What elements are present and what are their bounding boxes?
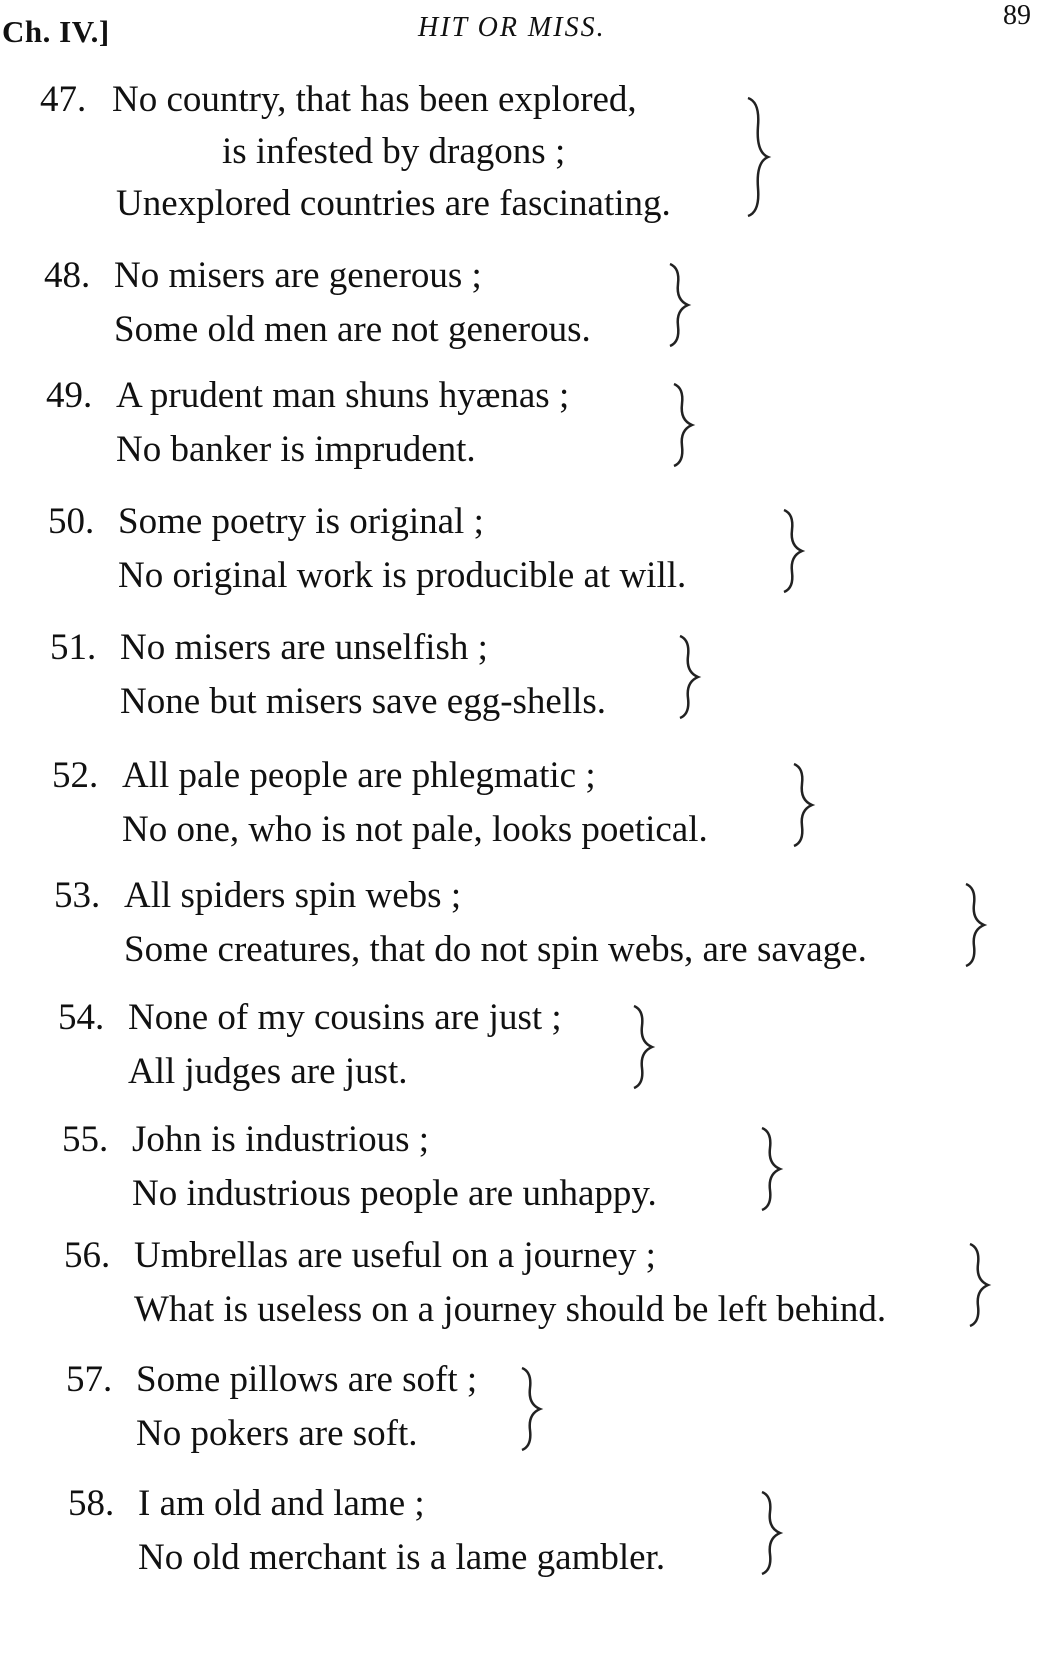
page-header: [0, 0, 1052, 50]
problem-57: [66, 1352, 606, 1462]
premise-line: None but misers save egg-shells.: [120, 681, 607, 722]
problem-number: 56.: [64, 1235, 111, 1276]
premise-line: No industrious people are unhappy.: [132, 1173, 657, 1214]
problem-number: 51.: [50, 627, 97, 668]
premise-line: All judges are just.: [128, 1051, 408, 1092]
premise-line: No old merchant is a lame gambler.: [138, 1537, 666, 1578]
brace-icon: [664, 262, 694, 348]
problem-56: [64, 1228, 1044, 1338]
chapter-label: Ch. IV.]: [2, 14, 110, 49]
brace-icon: [756, 1490, 786, 1576]
premise-line: No misers are generous ;: [114, 255, 482, 296]
brace-icon: [756, 1126, 786, 1212]
premise-line: Some old men are not generous.: [114, 309, 591, 350]
premise-line: No original work is producible at will.: [118, 555, 687, 596]
premise-line: No banker is imprudent.: [116, 429, 476, 470]
premise-line: No country, that has been explored,: [112, 79, 637, 120]
problem-47: [40, 72, 780, 232]
premise-line: Umbrellas are useful on a journey ;: [134, 1235, 656, 1276]
problem-number: 55.: [62, 1119, 109, 1160]
premise-line: No pokers are soft.: [136, 1413, 418, 1454]
problem-52: [52, 748, 852, 858]
page-number: 89: [1003, 0, 1031, 31]
brace-icon: [668, 382, 698, 468]
problem-number: 53.: [54, 875, 101, 916]
problem-number: 49.: [46, 375, 93, 416]
problem-number: 54.: [58, 997, 105, 1038]
premise-line: is infested by dragons ;: [222, 131, 566, 172]
brace-icon: [964, 1242, 994, 1328]
problem-48: [44, 248, 704, 358]
brace-icon: [516, 1366, 546, 1452]
premise-line: All pale people are phlegmatic ;: [122, 755, 596, 796]
brace-icon: [674, 634, 704, 720]
brace-icon: [960, 882, 990, 968]
problem-number: 47.: [40, 79, 87, 120]
problem-number: 52.: [52, 755, 99, 796]
problem-49: [46, 368, 706, 478]
premise-line: A prudent man shuns hyænas ;: [116, 375, 570, 416]
problem-55: [62, 1112, 822, 1222]
problem-53: [54, 868, 1044, 978]
problem-number: 50.: [48, 501, 95, 542]
premise-line: No one, who is not pale, looks poetical.: [122, 809, 708, 850]
premise-line: John is industrious ;: [132, 1119, 430, 1160]
premise-line: Some creatures, that do not spin webs, are savage.: [124, 929, 867, 970]
brace-icon: [628, 1004, 658, 1090]
problem-number: 57.: [66, 1359, 113, 1400]
premise-line: No misers are unselfish ;: [120, 627, 488, 668]
brace-icon: [788, 762, 818, 848]
problem-51: [50, 620, 730, 730]
problem-number: 58.: [68, 1483, 115, 1524]
premise-line: All spiders spin webs ;: [124, 875, 462, 916]
premise-line: What is useless on a journey should be left behind.: [134, 1289, 887, 1330]
premise-line: I am old and lame ;: [138, 1483, 425, 1524]
problem-54: [58, 990, 698, 1100]
problem-50: [48, 494, 828, 604]
premise-line: Some pillows are soft ;: [136, 1359, 478, 1400]
brace-icon: [778, 508, 808, 594]
premise-line: None of my cousins are just ;: [128, 997, 562, 1038]
problem-58: [68, 1476, 828, 1586]
problem-number: 48.: [44, 255, 91, 296]
premise-line: Some poetry is original ;: [118, 501, 484, 542]
running-title: HIT OR MISS.: [418, 12, 606, 43]
premise-line: Unexplored countries are fascinating.: [116, 183, 671, 224]
brace-icon: [742, 96, 772, 218]
